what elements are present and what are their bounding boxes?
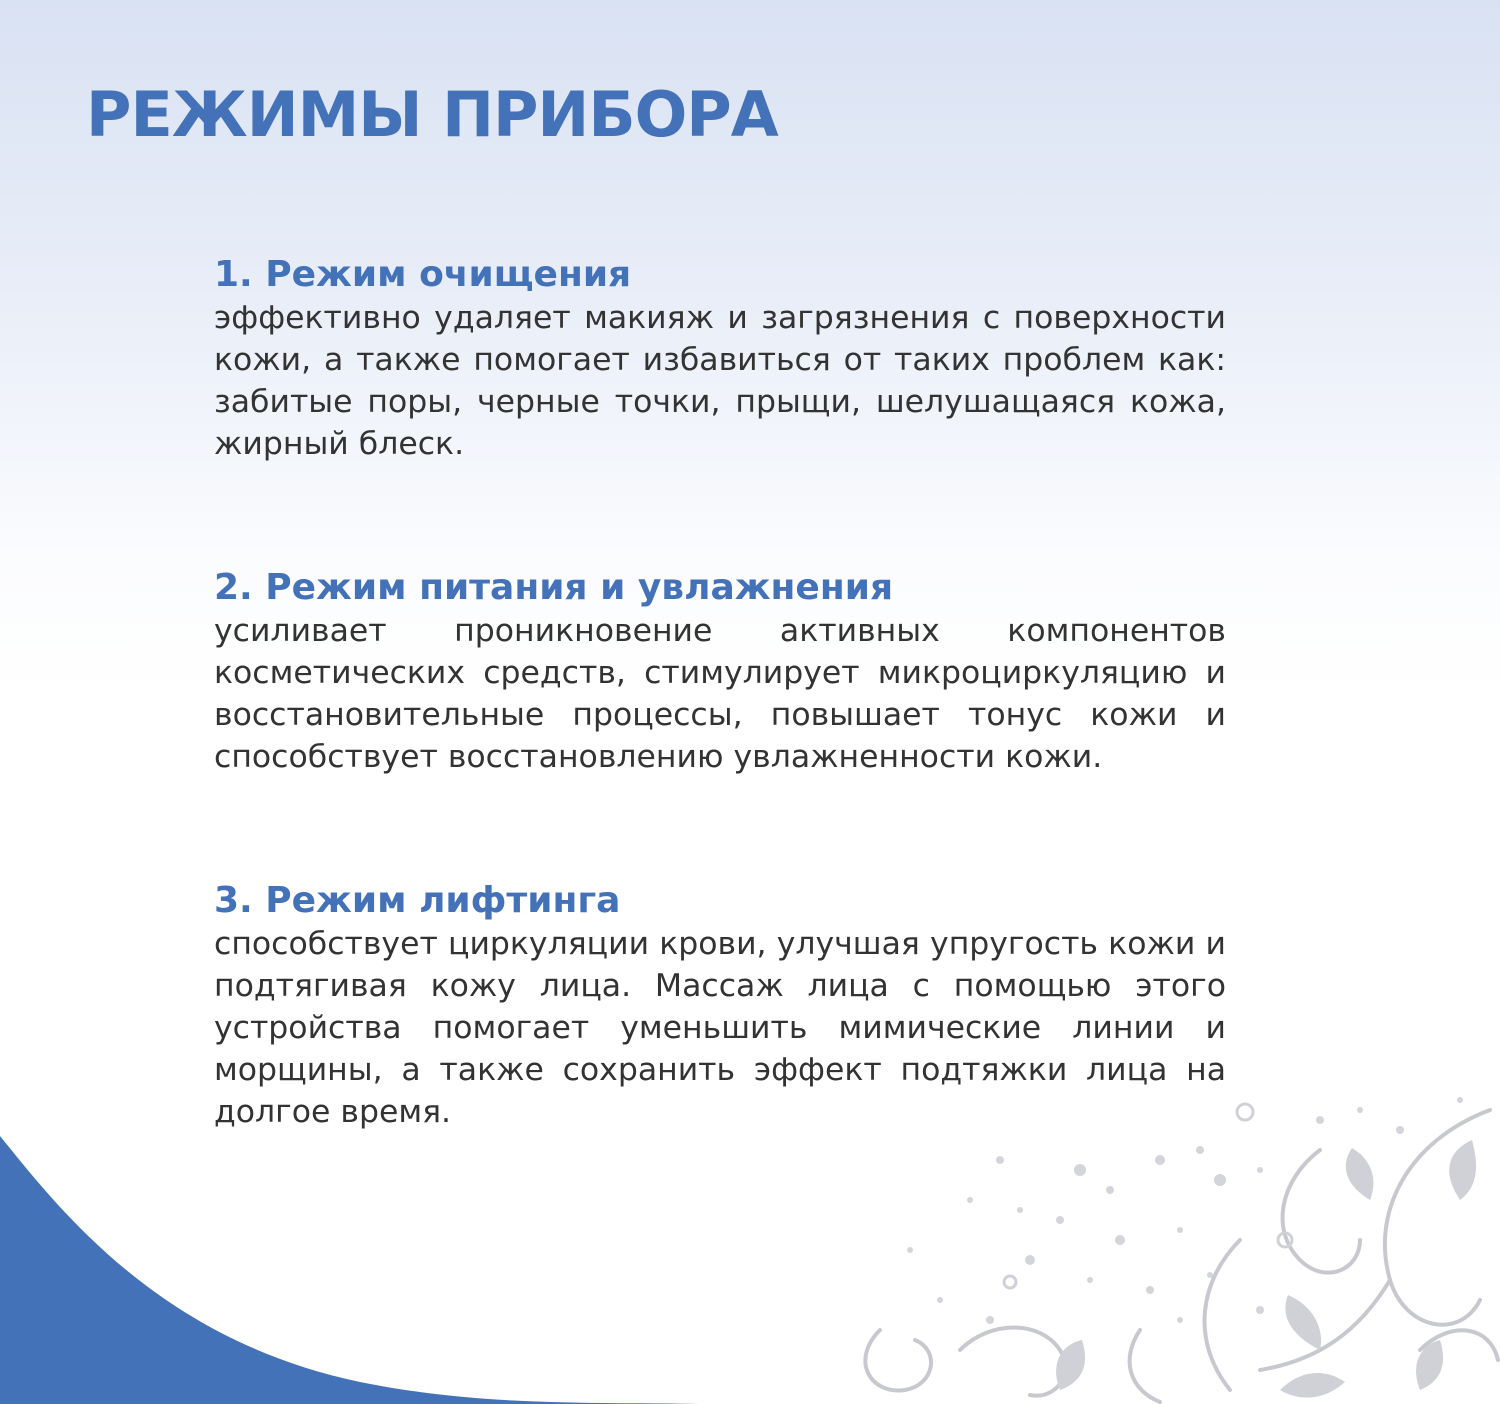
mode-heading-cleansing: 1. Режим очищения: [214, 254, 632, 295]
mode-description-lifting: способствует циркуляции крови, улучшая упругость кожи и подтягивая кожу лица. Массаж лица с помощью этого устройства помогает уменьшить мимические линии и морщины, а также сохранить эффект подтяжки лица на долгое время.: [214, 926, 1226, 1130]
mode-section-cleansing: [214, 253, 1226, 465]
mode-section-nutrition: [214, 566, 1226, 778]
blue-wave-icon: [0, 1120, 800, 1404]
mode-description-nutrition: усиливает проникновение активных компонентов косметических средств, стимулирует микроциркуляцию и восстановительные процессы, повышает тонус кожи и способствует восстановлению увлажненности кожи.: [214, 613, 1226, 775]
floral-ornament-icon: [760, 1090, 1500, 1404]
page-title: РЕЖИМЫ ПРИБОРА: [86, 78, 778, 151]
mode-heading-lifting: 3. Режим лифтинга: [214, 880, 621, 921]
mode-heading-nutrition: 2. Режим питания и увлажнения: [214, 567, 894, 608]
mode-description-cleansing: эффективно удаляет макияж и загрязнения с поверхности кожи, а также помогает избавиться от таких проблем как: забитые поры, черные точки, прыщи, шелушащаяся кожа, жирный блеск.: [214, 300, 1226, 462]
